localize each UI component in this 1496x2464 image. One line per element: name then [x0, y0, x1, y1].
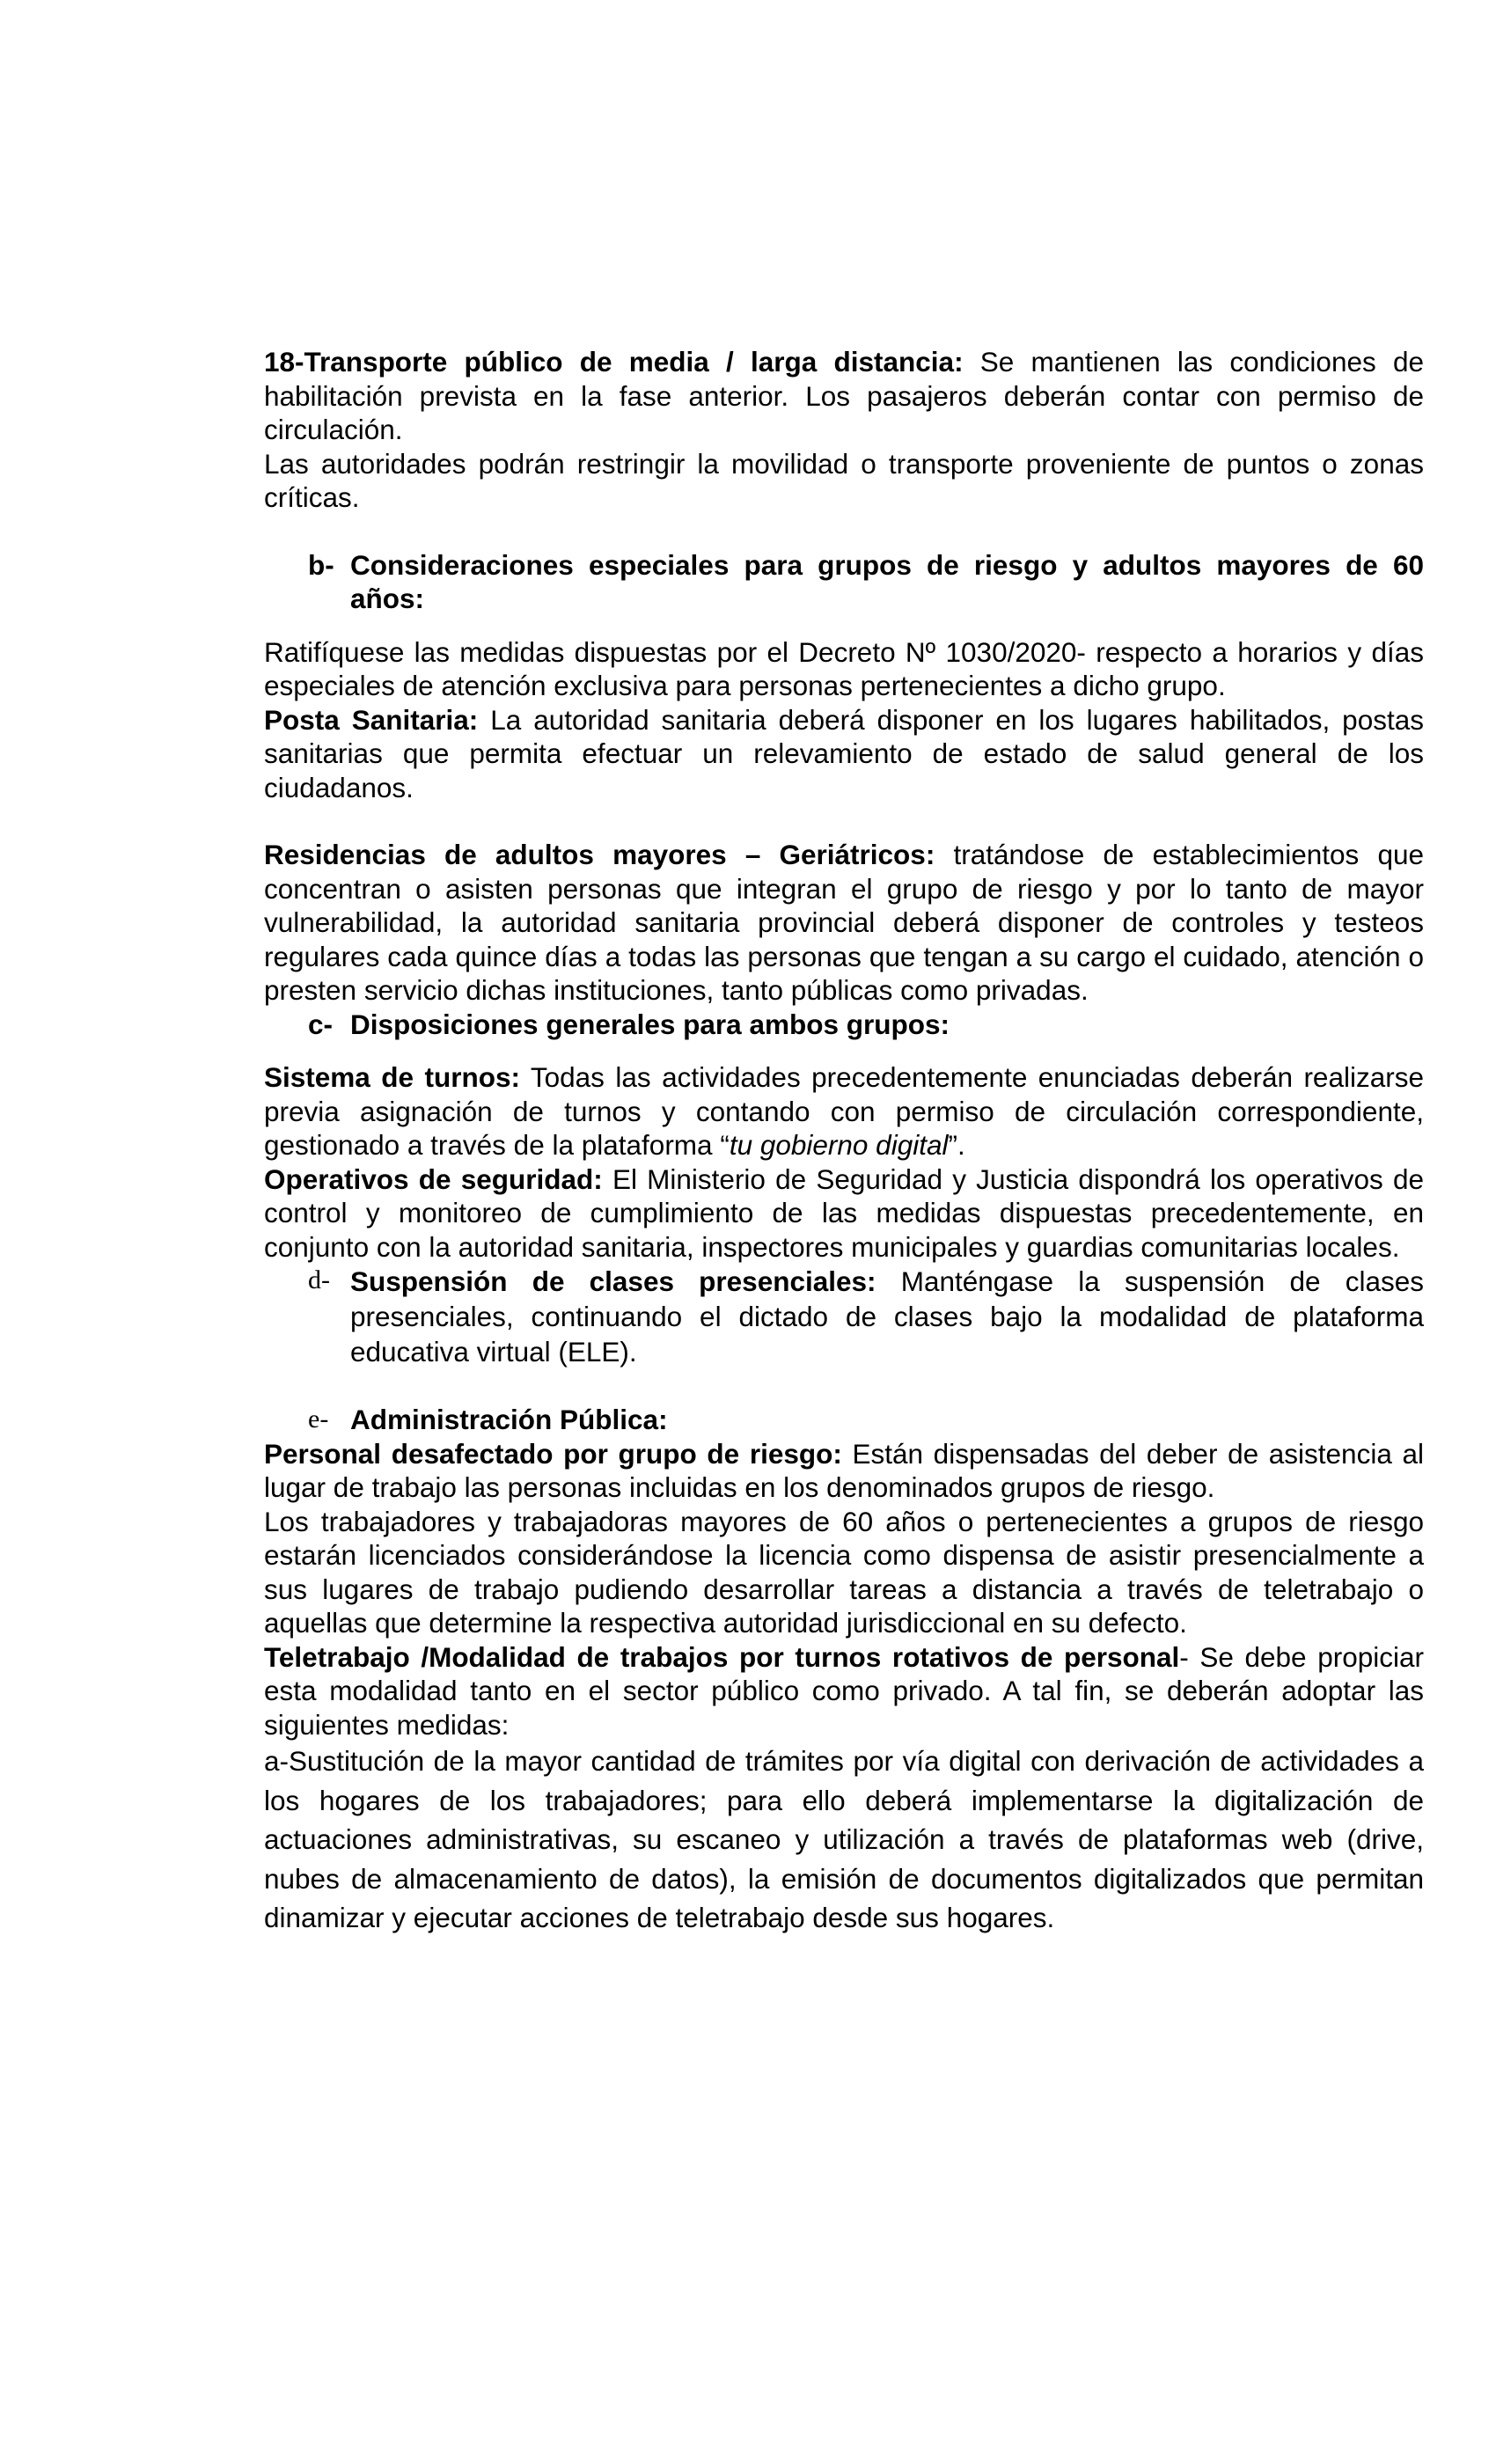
- section-e-marker: e-: [308, 1404, 329, 1434]
- personal-desafectado-text: Están dispensadas del deber de asistencia al lugar de trabajo las personas incluidas en los denominados grupos de riesgo.: [264, 1437, 1424, 1503]
- section-c-heading: [264, 1008, 1424, 1042]
- operativos-text: El Ministerio de Seguridad y Justicia dispondrá los operativos de control y monitoreo de cumplimiento de las medidas dispuestas precedentemente, en conjunto con la autoridad sanitaria, inspectores municipales y guardias comunitarias locales.: [264, 1162, 1424, 1263]
- posta-sanitaria-paragraph: [264, 703, 1424, 805]
- personal-desafectado-paragraph: [264, 1437, 1424, 1505]
- residencias-paragraph: [264, 838, 1424, 1008]
- sistema-turnos-title: Sistema de turnos:: [264, 1061, 520, 1093]
- teletrabajo-text: - Se debe propiciar esta modalidad tanto en el sector público como privado. A tal fin, se deberán adoptar las siguientes medidas:: [264, 1640, 1424, 1741]
- residencias-title: Residencias de adultos mayores – Geriátricos:: [264, 839, 935, 870]
- section-d-marker: d-: [308, 1265, 330, 1294]
- section-e-title: Administración Pública:: [350, 1404, 668, 1435]
- spacer: [264, 616, 1424, 635]
- sistema-turnos-paragraph: [264, 1060, 1424, 1162]
- operativos-paragraph: [264, 1162, 1424, 1265]
- section-b-heading: [264, 548, 1424, 616]
- section-c-marker: c-: [308, 1008, 334, 1040]
- sistema-turnos-text: Todas las actividades precedentemente enunciadas deberán realizarse previa asignación de turnos y contando con permiso de circulación correspondiente, gestionado a través de la plataforma “: [264, 1061, 1424, 1161]
- teletrabajo-title: Teletrabajo /Modalidad de trabajos por turnos rotativos de personal: [264, 1640, 1180, 1673]
- section-d-item: [264, 1264, 1424, 1369]
- spacer: [264, 1041, 1424, 1060]
- sistema-turnos-end: ”.: [948, 1129, 965, 1161]
- sistema-turnos-platform: tu gobierno digital: [729, 1129, 949, 1161]
- section-18-paragraph: [264, 345, 1424, 447]
- spacer: [264, 1369, 1424, 1403]
- teletrabajo-paragraph: [264, 1640, 1424, 1742]
- section-d-title: Suspensión de clases presenciales:: [350, 1265, 876, 1297]
- section-d-text: Manténgase la suspensión de clases presenciales, continuando el dictado de clases bajo la modalidad de plataforma educativa virtual (ELE).: [350, 1265, 1424, 1368]
- posta-sanitaria-text: La autoridad sanitaria deberá disponer en los lugares habilitados, postas sanitarias que permita efectuar un relevamiento de estado de salud general de los ciudadanos.: [264, 703, 1424, 803]
- medida-a-paragraph: a-Sustitución de la mayor cantidad de trámites por vía digital con derivación de actividades a los hogares de los trabajadores; para ello deberá implementarse la digitalización de actuaciones administrativas, su escaneo y utilización a través de plataformas web (drive, nubes de almacenamiento de datos), la emisión de documentos digitalizados que permitan dinamizar y ejecutar acciones de teletrabajo desde sus hogares.: [264, 1745, 1424, 1933]
- trabajadores-paragraph: Los trabajadores y trabajadoras mayores de 60 años o pertenecientes a grupos de riesgo estarán licenciados considerándose la licencia como dispensa de asistir presencialmente a sus lugares de trabajo pudiendo desarrollar tareas a distancia a través de teletrabajo o aquellas que determine la respectiva autoridad jurisdiccional en su defecto.: [264, 1505, 1424, 1639]
- section-18-title: 18-Transporte público de media / larga distancia:: [264, 346, 964, 378]
- section-18-paragraph-2: Las autoridades podrán restringir la movilidad o transporte proveniente de puntos o zonas críticas.: [264, 447, 1424, 513]
- section-b-title: Consideraciones especiales para grupos de riesgo y adultos mayores de 60 años:: [350, 548, 1424, 614]
- residencias-text: tratándose de establecimientos que concentran o asisten personas que integran el grupo de riesgo y por lo tanto de mayor vulnerabilidad, la autoridad sanitaria provincial deberá disponer de controles y testeos regulares cada quince días a todas las personas que tengan a su cargo el cuidado, atención o presten servicio dichas instituciones, tanto públicas como privadas.: [264, 839, 1425, 1006]
- document-page: [264, 345, 1424, 1938]
- spacer: [264, 515, 1424, 548]
- posta-sanitaria-title: Posta Sanitaria:: [264, 703, 479, 736]
- section-b-marker: b-: [308, 548, 334, 581]
- section-e-heading: [264, 1403, 1424, 1437]
- operativos-title: Operativos de seguridad:: [264, 1162, 603, 1195]
- section-b-paragraph: Ratifíquese las medidas dispuestas por el Decreto Nº 1030/2020- respecto a horarios y días especiales de atención exclusiva para personas pertenecientes a dicho grupo.: [264, 635, 1424, 701]
- section-18-text: Se mantienen las condiciones de habilitación prevista en la fase anterior. Los pasajeros deberán contar con permiso de circulación.: [264, 346, 1424, 445]
- spacer: [264, 804, 1424, 838]
- personal-desafectado-title: Personal desafectado por grupo de riesgo:: [264, 1437, 842, 1470]
- section-c-title: Disposiciones generales para ambos grupos:: [350, 1008, 950, 1040]
- medida-a-block: [264, 1742, 1424, 1938]
